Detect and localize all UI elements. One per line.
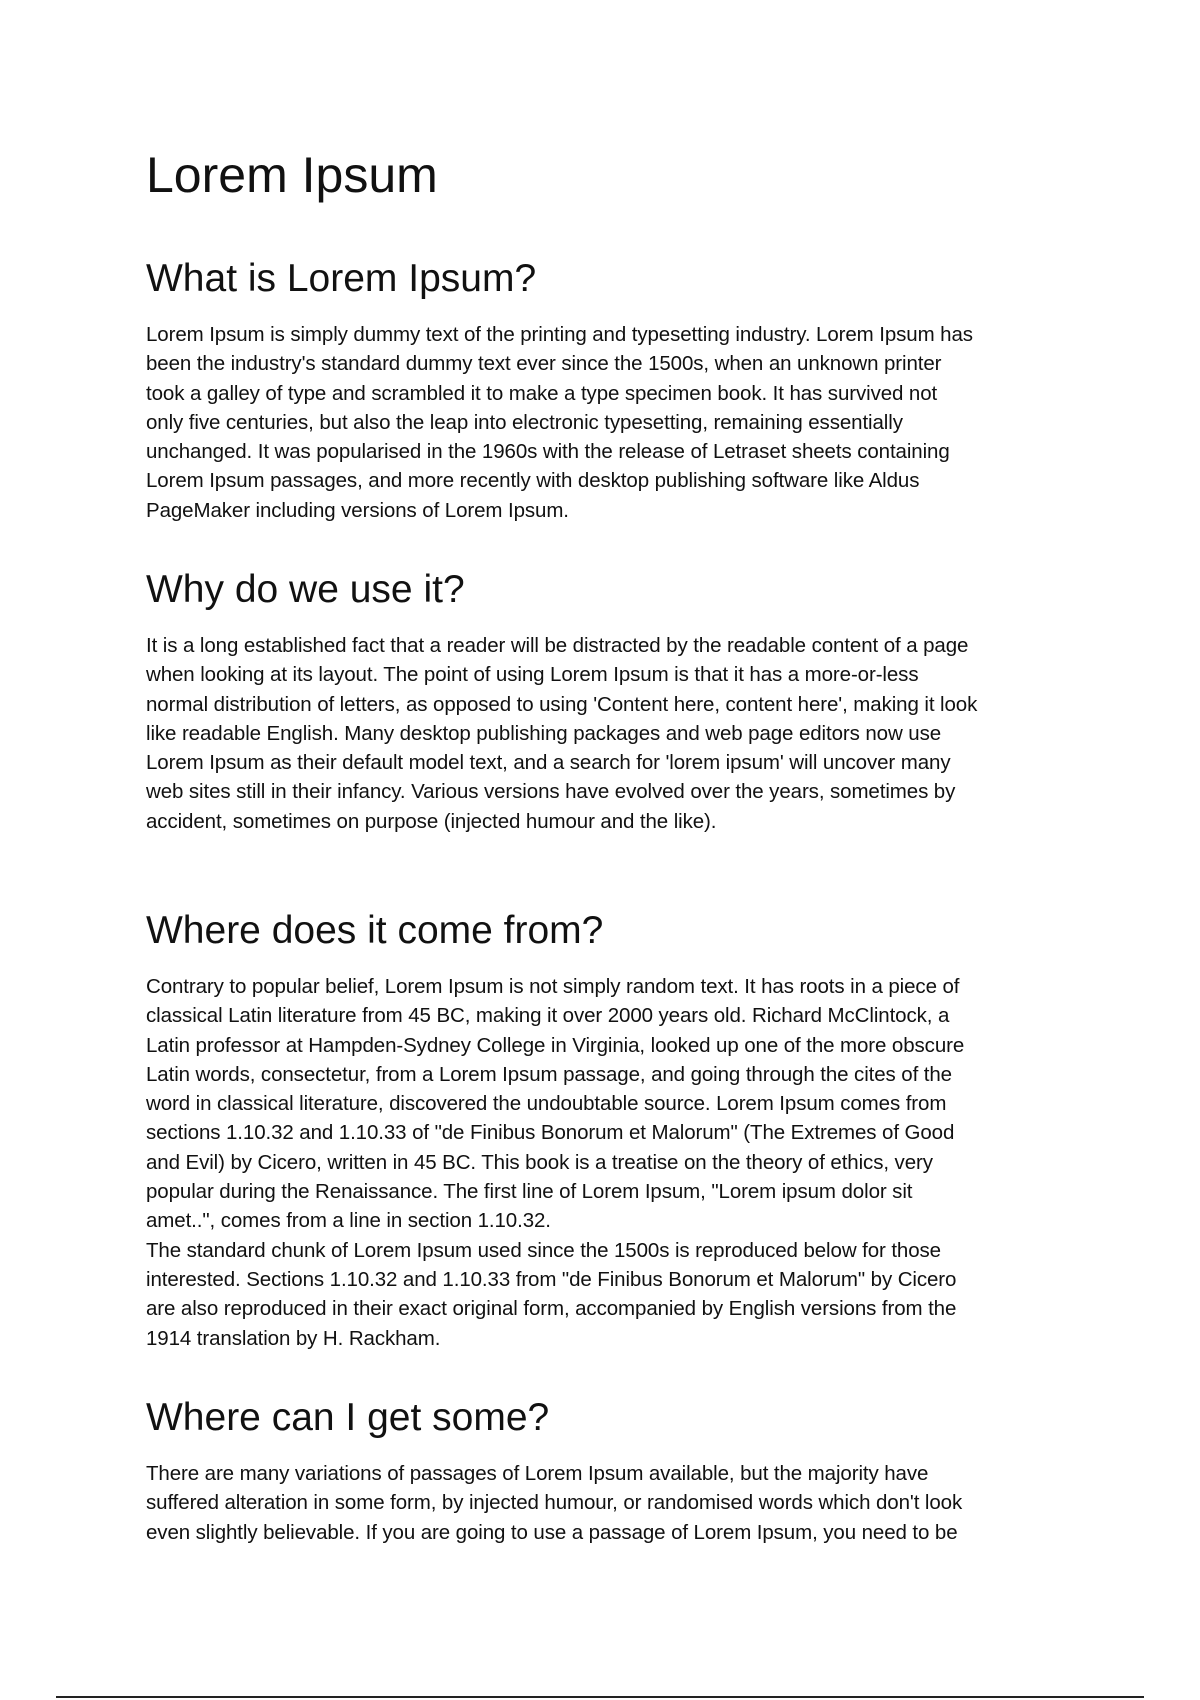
text-line: PageMaker including versions of Lorem Ipsum. <box>146 498 569 522</box>
text-line: web sites still in their infancy. Various versions have evolved over the years, sometimes by <box>146 780 956 804</box>
text-line: It is a long established fact that a reader will be distracted by the readable content of a page <box>146 634 969 657</box>
text-line: There are many variations of passages of Lorem Ipsum available, but the majority have <box>146 1462 929 1485</box>
section-paragraph <box>146 631 1066 836</box>
text-line: Contrary to popular belief, Lorem Ipsum is not simply random text. It has roots in a piece of <box>146 975 960 998</box>
section-why-do-we-use-it <box>146 566 1066 836</box>
text-line: Lorem Ipsum is simply dummy text of the printing and typesetting industry. Lorem Ipsum has <box>146 323 973 346</box>
text-line: Lorem Ipsum passages, and more recently with desktop publishing software like Aldus <box>146 469 920 493</box>
section-paragraph <box>146 1459 1066 1547</box>
text-line: amet..", comes from a line in section 1.10.32. <box>146 1209 551 1233</box>
section-paragraph <box>146 320 1066 525</box>
text-line: took a galley of type and scrambled it to make a type specimen book. It has survived not <box>146 381 938 405</box>
text-line: and Evil) by Cicero, written in 45 BC. This book is a treatise on the theory of ethics, very <box>146 1150 933 1174</box>
section-heading: Why do we use it? <box>146 568 465 611</box>
text-line: The standard chunk of Lorem Ipsum used since the 1500s is reproduced below for those <box>146 1238 941 1262</box>
section-heading: Where can I get some? <box>146 1396 550 1439</box>
text-line: suffered alteration in some form, by injected humour, or randomised words which don't look <box>146 1491 963 1515</box>
section-heading: Where does it come from? <box>146 909 604 952</box>
page-bottom-rule <box>56 1696 1144 1698</box>
text-line: popular during the Renaissance. The first line of Lorem Ipsum, "Lorem ipsum dolor sit <box>146 1180 913 1204</box>
text-line: Latin professor at Hampden-Sydney College in Virginia, looked up one of the more obscure <box>146 1033 965 1057</box>
section-heading: What is Lorem Ipsum? <box>146 257 537 300</box>
text-line: Lorem Ipsum as their default model text, and a search for 'lorem ipsum' will uncover many <box>146 751 951 775</box>
text-line: only five centuries, but also the leap into electronic typesetting, remaining essentially <box>146 410 903 434</box>
text-line: accident, sometimes on purpose (injected humour and the like). <box>146 809 717 833</box>
text-line: been the industry's standard dummy text ever since the 1500s, when an unknown printer <box>146 352 942 376</box>
text-line: normal distribution of letters, as opposed to using 'Content here, content here', making it look <box>146 692 978 716</box>
text-line: like readable English. Many desktop publishing packages and web page editors now use <box>146 721 942 745</box>
text-line: word in classical literature, discovered the undoubtable source. Lorem Ipsum comes from <box>146 1092 947 1116</box>
text-line: unchanged. It was popularised in the 1960s with the release of Letraset sheets containing <box>146 440 950 464</box>
text-line: when looking at its layout. The point of using Lorem Ipsum is that it has a more-or-less <box>146 663 919 687</box>
section-where-does-it-come-from <box>146 907 1066 1353</box>
text-line: Latin words, consectetur, from a Lorem Ipsum passage, and going through the cites of the <box>146 1062 952 1086</box>
text-line: sections 1.10.32 and 1.10.33 of "de Finibus Bonorum et Malorum" (The Extremes of Good <box>146 1121 955 1145</box>
text-line: interested. Sections 1.10.32 and 1.10.33 from "de Finibus Bonorum et Malorum" by Cicero <box>146 1267 957 1291</box>
document-title: Lorem Ipsum <box>146 147 438 203</box>
section-paragraph <box>146 972 1066 1353</box>
text-line: are also reproduced in their exact original form, accompanied by English versions from the <box>146 1297 957 1321</box>
text-line: classical Latin literature from 45 BC, making it over 2000 years old. Richard McClintock, a <box>146 1004 950 1028</box>
text-line: 1914 translation by H. Rackham. <box>146 1326 441 1350</box>
section-what-is-lorem-ipsum <box>146 255 1066 525</box>
text-line: even slightly believable. If you are going to use a passage of Lorem Ipsum, you need to be <box>146 1520 958 1544</box>
section-where-can-i-get-some <box>146 1394 1066 1547</box>
